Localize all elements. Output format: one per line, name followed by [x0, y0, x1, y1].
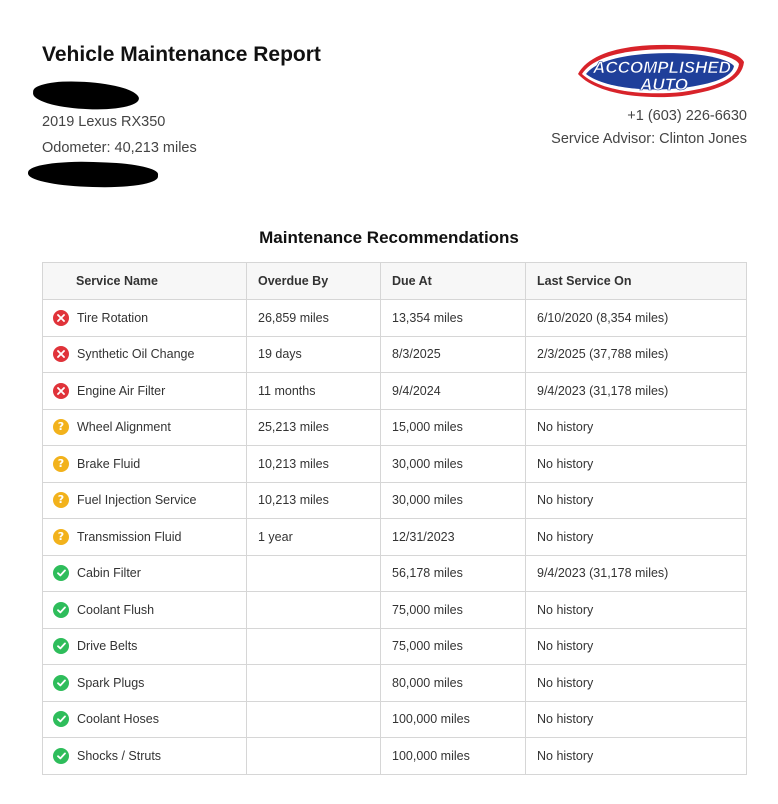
- due-at-cell: 13,354 miles: [381, 300, 526, 337]
- service-name: Engine Air Filter: [77, 383, 166, 398]
- x-circle-icon: [53, 310, 69, 326]
- due-at-cell: 30,000 miles: [381, 446, 526, 483]
- service-name-cell: [43, 628, 247, 665]
- column-header-overdue-by: Overdue By: [247, 263, 381, 300]
- last-service-cell: No history: [526, 409, 747, 446]
- service-name-cell: [43, 701, 247, 738]
- due-at-cell: 8/3/2025: [381, 336, 526, 373]
- table-row: [43, 519, 747, 556]
- overdue-by-cell: [247, 555, 381, 592]
- service-name-cell: [43, 738, 247, 775]
- last-service-cell: 6/10/2020 (8,354 miles): [526, 300, 747, 337]
- logo-text-bottom: AUTO: [640, 75, 688, 94]
- last-service-cell: No history: [526, 592, 747, 629]
- due-at-cell: 100,000 miles: [381, 701, 526, 738]
- service-name: Coolant Flush: [77, 602, 155, 617]
- due-at-cell: 30,000 miles: [381, 482, 526, 519]
- table-row: [43, 446, 747, 483]
- table-row: [43, 409, 747, 446]
- last-service-cell: No history: [526, 738, 747, 775]
- due-at-cell: 75,000 miles: [381, 628, 526, 665]
- service-name: Brake Fluid: [77, 456, 141, 471]
- service-name-cell: [43, 446, 247, 483]
- shop-logo: [572, 40, 748, 102]
- table-row: [43, 373, 747, 410]
- service-name: Tire Rotation: [77, 310, 149, 325]
- table-row: [43, 628, 747, 665]
- service-name-cell: [43, 592, 247, 629]
- question-circle-icon: ?: [53, 456, 69, 472]
- due-at-cell: 75,000 miles: [381, 592, 526, 629]
- logo-text-top: ACCOMPLISHED: [593, 58, 731, 77]
- question-circle-icon: ?: [53, 419, 69, 435]
- table-row: [43, 592, 747, 629]
- service-name: Wheel Alignment: [77, 420, 171, 435]
- redaction-mark: [28, 160, 159, 190]
- redaction-mark: [32, 79, 139, 112]
- last-service-cell: No history: [526, 628, 747, 665]
- service-advisor: Service Advisor: Clinton Jones: [551, 131, 747, 147]
- service-name-cell: [43, 482, 247, 519]
- last-service-cell: 9/4/2023 (31,178 miles): [526, 555, 747, 592]
- service-name: Transmission Fluid: [77, 529, 182, 544]
- check-circle-icon: [53, 565, 69, 581]
- overdue-by-cell: [247, 628, 381, 665]
- service-name: Shocks / Struts: [77, 748, 162, 763]
- service-name: Fuel Injection Service: [77, 493, 197, 508]
- service-name-cell: [43, 336, 247, 373]
- shop-phone: +1 (603) 226-6630: [627, 108, 747, 124]
- table-row: [43, 482, 747, 519]
- overdue-by-cell: 11 months: [247, 373, 381, 410]
- service-name-cell: [43, 373, 247, 410]
- overdue-by-cell: 1 year: [247, 519, 381, 556]
- column-header-service-name: Service Name: [43, 263, 247, 300]
- table-row: [43, 300, 747, 337]
- last-service-cell: 9/4/2023 (31,178 miles): [526, 373, 747, 410]
- last-service-cell: No history: [526, 446, 747, 483]
- check-circle-icon: [53, 711, 69, 727]
- table-row: [43, 738, 747, 775]
- service-name-cell: [43, 300, 247, 337]
- due-at-cell: 9/4/2024: [381, 373, 526, 410]
- check-circle-icon: [53, 602, 69, 618]
- overdue-by-cell: 10,213 miles: [247, 446, 381, 483]
- last-service-cell: No history: [526, 482, 747, 519]
- due-at-cell: 100,000 miles: [381, 738, 526, 775]
- column-header-due-at: Due At: [381, 263, 526, 300]
- question-circle-icon: ?: [53, 492, 69, 508]
- table-row: [43, 555, 747, 592]
- section-title: Maintenance Recommendations: [259, 228, 519, 247]
- overdue-by-cell: [247, 738, 381, 775]
- service-name: Drive Belts: [77, 639, 138, 654]
- page-title: Vehicle Maintenance Report: [42, 43, 321, 66]
- table-row: [43, 701, 747, 738]
- x-circle-icon: [53, 383, 69, 399]
- check-circle-icon: [53, 748, 69, 764]
- service-name-cell: [43, 555, 247, 592]
- table-row: [43, 336, 747, 373]
- x-circle-icon: [53, 346, 69, 362]
- service-name: Synthetic Oil Change: [77, 347, 195, 362]
- question-circle-icon: ?: [53, 529, 69, 545]
- service-name-cell: [43, 519, 247, 556]
- overdue-by-cell: 25,213 miles: [247, 409, 381, 446]
- vehicle-model: 2019 Lexus RX350: [42, 114, 166, 130]
- due-at-cell: 12/31/2023: [381, 519, 526, 556]
- service-name: Spark Plugs: [77, 675, 145, 690]
- service-name-cell: [43, 409, 247, 446]
- last-service-cell: No history: [526, 701, 747, 738]
- table-header-row: [43, 263, 747, 300]
- overdue-by-cell: [247, 665, 381, 702]
- due-at-cell: 15,000 miles: [381, 409, 526, 446]
- maintenance-table: [42, 262, 747, 775]
- last-service-cell: No history: [526, 665, 747, 702]
- last-service-cell: 2/3/2025 (37,788 miles): [526, 336, 747, 373]
- due-at-cell: 56,178 miles: [381, 555, 526, 592]
- table-row: [43, 665, 747, 702]
- service-name: Coolant Hoses: [77, 712, 159, 727]
- service-name-cell: [43, 665, 247, 702]
- overdue-by-cell: 19 days: [247, 336, 381, 373]
- last-service-cell: No history: [526, 519, 747, 556]
- due-at-cell: 80,000 miles: [381, 665, 526, 702]
- check-circle-icon: [53, 675, 69, 691]
- overdue-by-cell: 26,859 miles: [247, 300, 381, 337]
- overdue-by-cell: 10,213 miles: [247, 482, 381, 519]
- column-header-last-service: Last Service On: [526, 263, 747, 300]
- service-name: Cabin Filter: [77, 566, 141, 581]
- overdue-by-cell: [247, 592, 381, 629]
- odometer-reading: Odometer: 40,213 miles: [42, 140, 197, 156]
- overdue-by-cell: [247, 701, 381, 738]
- check-circle-icon: [53, 638, 69, 654]
